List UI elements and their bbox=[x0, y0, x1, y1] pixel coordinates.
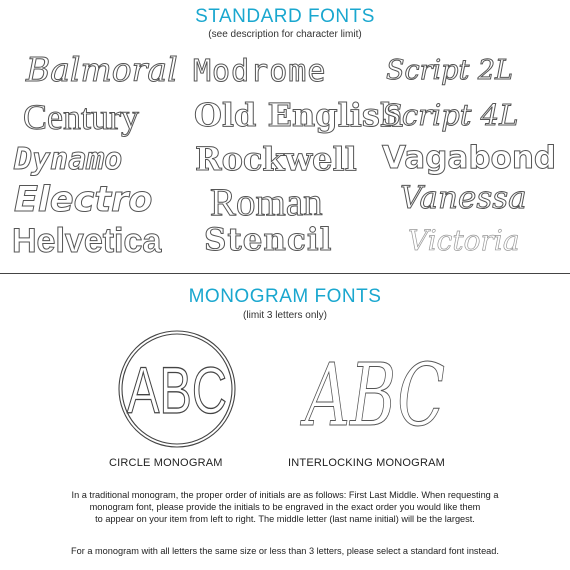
description-line: In a traditional monogram, the proper order of initials are as follows: First Last Middle. When requesting a bbox=[71, 490, 499, 500]
font-sample-dynamo: Dynamo bbox=[14, 142, 123, 177]
font-sample-helvetica: Helvetica bbox=[12, 222, 162, 260]
font-sample-electro: Electro bbox=[14, 180, 153, 220]
monogram-size-note: For a monogram with all letters the same size or less than 3 letters, please select a standard font instead. bbox=[71, 546, 499, 556]
standard-fonts-subtitle: (see description for character limit) bbox=[208, 29, 362, 40]
font-sample-modrome: Modrome bbox=[193, 54, 327, 89]
font-sample-roman: Roman bbox=[210, 181, 323, 224]
font-sample-vagabond: Vagabond bbox=[382, 140, 557, 176]
interlocking-monogram-letters: ABC bbox=[299, 346, 445, 446]
font-sample-vanessa: Vanessa bbox=[400, 180, 527, 216]
circle-monogram-letters: ABC bbox=[127, 353, 227, 427]
monogram-order-description bbox=[20, 489, 550, 526]
font-sample-victoria: Victoria bbox=[408, 224, 520, 257]
font-sample-century: Century bbox=[23, 97, 139, 137]
font-sample-balmoral: Balmoral bbox=[26, 50, 178, 89]
circle-monogram-caption: CIRCLE MONOGRAM bbox=[109, 457, 223, 469]
standard-fonts-title: STANDARD FONTS bbox=[195, 6, 375, 27]
font-sample-old-english: Old English bbox=[194, 96, 404, 134]
font-sample-rockwell: Rockwell bbox=[195, 140, 357, 178]
monogram-fonts-subtitle: (limit 3 letters only) bbox=[243, 310, 327, 321]
interlocking-monogram-graphic bbox=[300, 333, 450, 448]
font-sample-stencil: Stencil bbox=[204, 222, 333, 258]
monogram-fonts-title: MONOGRAM FONTS bbox=[188, 286, 382, 307]
font-sample-script-2l: Script 2L bbox=[386, 55, 513, 86]
description-line: monogram font, please provide the initials to be engraved in the exact order you would like them bbox=[89, 502, 481, 513]
font-sample-script-4l: Script 4L bbox=[382, 98, 519, 132]
circle-monogram-graphic bbox=[115, 327, 239, 451]
description-line: to appear on your item from left to right. The middle letter (last name initial) will be the largest. bbox=[95, 514, 475, 525]
interlocking-monogram-caption: INTERLOCKING MONOGRAM bbox=[288, 457, 445, 469]
section-divider bbox=[0, 273, 570, 274]
